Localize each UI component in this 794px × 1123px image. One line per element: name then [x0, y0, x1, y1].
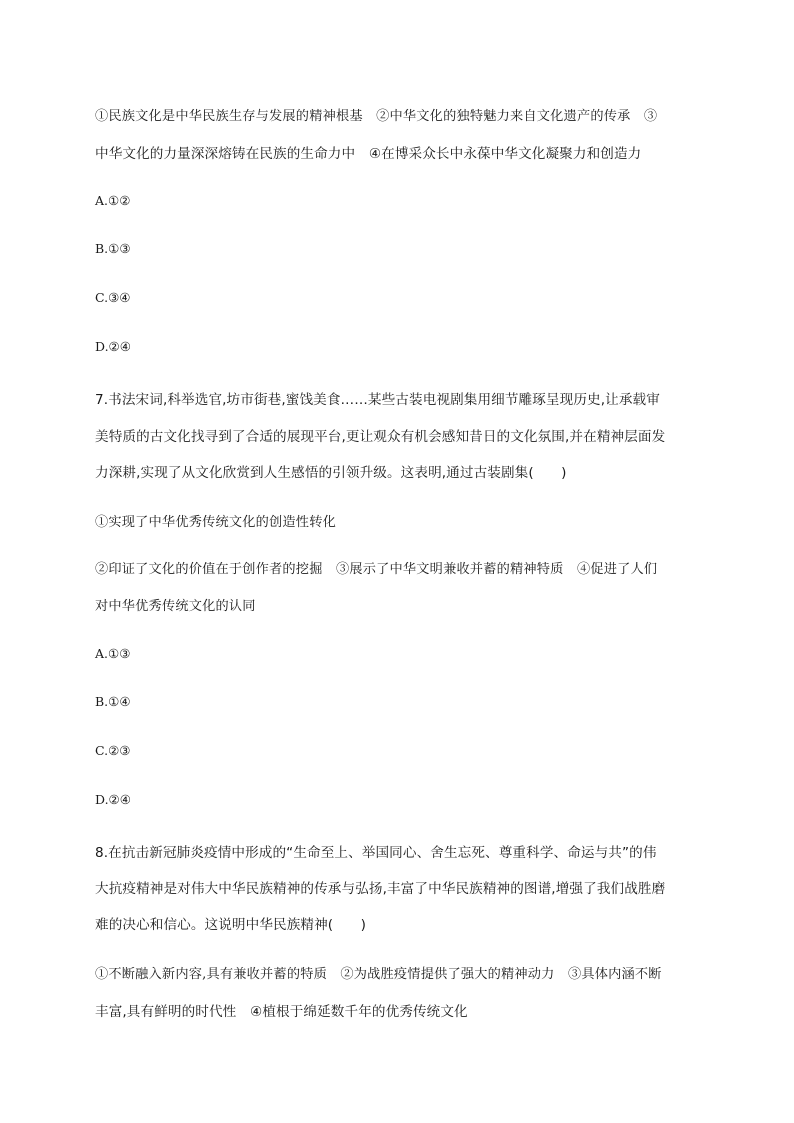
q8-statements-line-1: ①不断融入新内容,具有兼收并蓄的特质 ②为战胜疫情提供了强大的精神动力 ③具体内涵不断 — [95, 967, 662, 982]
q6-option-b: B.①③ — [95, 241, 131, 256]
q7-stem-line-3: 力深耕,实现了从文化欣赏到人生感悟的引领升级。这表明,通过古装剧集( ) — [95, 465, 567, 481]
q6-option-d: D.②④ — [95, 339, 131, 354]
q6-statements-line-2: 中华文化的力量深深熔铸在民族的生命力中 ④在博采众长中永葆中华文化凝聚力和创造力 — [95, 146, 642, 162]
q7-statements-line-3: 对中华优秀传统文化的认同 — [95, 599, 256, 614]
q8-stem-line-3: 难的决心和信心。这说明中华民族精神( ) — [95, 917, 366, 933]
q7-statement-1: ①实现了中华优秀传统文化的创造性转化 — [95, 515, 336, 530]
q7-stem-line-2: 美特质的古文化找寻到了合适的展现平台,更让观众有机会感知昔日的文化氛围,并在精神层面发 — [95, 429, 666, 445]
q7-statements-line-2: ②印证了文化的价值在于创作者的挖掘 ③展示了中华文明兼收并蓄的精神特质 ④促进了人们 — [95, 562, 658, 577]
q7-option-a: A.①③ — [95, 646, 131, 661]
q7-stem-line-1: 7.书法宋词,科举选官,坊市街巷,蜜饯美食……某些古装电视剧集用细节雕琢呈现历史,让承载审 — [95, 392, 660, 408]
q8-stem-line-2: 大抗疫精神是对伟大中华民族精神的传承与弘扬,丰富了中华民族精神的图谱,增强了我们战胜磨 — [95, 881, 666, 897]
q6-option-a: A.①② — [95, 193, 131, 208]
q8-statements-line-2: 丰富,具有鲜明的时代性 ④植根于绵延数千年的优秀传统文化 — [95, 1004, 468, 1020]
q7-option-b: B.①④ — [95, 694, 131, 709]
q7-option-d: D.②④ — [95, 792, 131, 807]
q8-stem-line-1: 8.在抗击新冠肺炎疫情中形成的“生命至上、举国同心、舍生忘死、尊重科学、命运与共”的伟 — [95, 845, 657, 861]
q7-option-c: C.②③ — [95, 743, 131, 758]
q6-statements-line-1: ①民族文化是中华民族生存与发展的精神根基 ②中华文化的独特魅力来自文化遗产的传承 ③ — [95, 109, 658, 124]
q6-option-c: C.③④ — [95, 290, 131, 305]
